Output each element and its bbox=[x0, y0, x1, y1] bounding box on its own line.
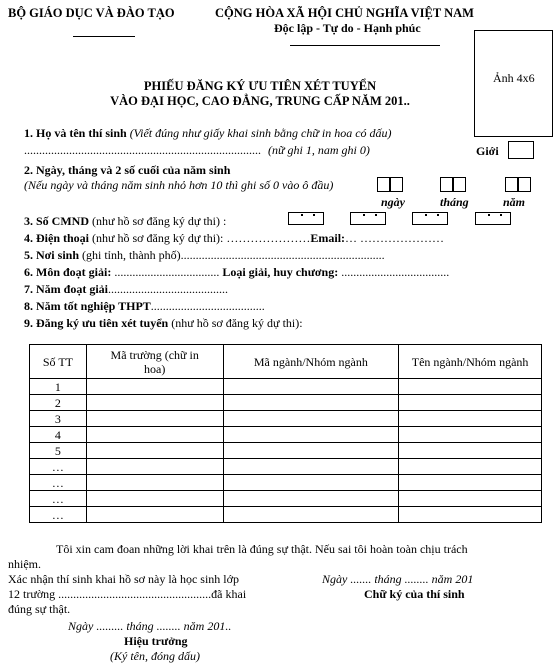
school-code-cell[interactable] bbox=[86, 459, 223, 475]
major-name-cell[interactable] bbox=[399, 411, 542, 427]
table-row bbox=[30, 411, 542, 427]
id-card-group-3[interactable] bbox=[412, 212, 448, 225]
major-name-cell[interactable] bbox=[399, 459, 542, 475]
id-card-group-2[interactable] bbox=[350, 212, 386, 225]
award-type-dots: .................................... bbox=[341, 265, 450, 279]
photo-box[interactable] bbox=[474, 30, 553, 137]
row-index: … bbox=[30, 459, 87, 475]
row-index: 1 bbox=[30, 379, 87, 395]
birth-day-digit-1[interactable] bbox=[377, 177, 390, 192]
id-card-separator-dot bbox=[437, 214, 439, 216]
full-name-input[interactable] bbox=[24, 143, 370, 158]
major-code-cell[interactable] bbox=[223, 379, 399, 395]
table-header-row bbox=[30, 345, 542, 379]
row-index: 4 bbox=[30, 427, 87, 443]
table-row bbox=[30, 379, 542, 395]
birthplace-label: 5. Nơi sinh bbox=[24, 248, 79, 262]
motto: Độc lập - Tự do - Hạnh phúc bbox=[274, 21, 421, 35]
principal-title: Hiệu trưởng bbox=[124, 634, 188, 648]
col-header-major-name: Tên ngành/Nhóm ngành bbox=[399, 345, 542, 379]
principal-date[interactable]: Ngày ......... tháng ........ năm 201.. bbox=[68, 619, 232, 633]
gender-note: (nữ ghi 1, nam ghi 0) bbox=[268, 143, 370, 157]
table-row bbox=[30, 427, 542, 443]
field-id-card bbox=[24, 214, 226, 229]
birth-year-digit-1[interactable] bbox=[505, 177, 518, 192]
major-name-cell[interactable] bbox=[399, 443, 542, 459]
major-name-cell[interactable] bbox=[399, 507, 542, 523]
year-label: năm bbox=[503, 195, 526, 209]
birth-month-digit-2[interactable] bbox=[453, 177, 466, 192]
major-code-cell[interactable] bbox=[223, 459, 399, 475]
ministry-underline bbox=[73, 36, 135, 37]
id-card-group-1[interactable] bbox=[288, 212, 324, 225]
birthplace-dots: ................................................................... bbox=[183, 248, 385, 262]
day-label: ngày bbox=[381, 195, 405, 209]
row-index: … bbox=[30, 507, 87, 523]
school-code-cell[interactable] bbox=[86, 507, 223, 523]
id-card-separator-dot bbox=[488, 214, 490, 216]
priority-label: 9. Đăng ký ưu tiên xét tuyển bbox=[24, 316, 169, 330]
table-row bbox=[30, 443, 542, 459]
award-subject-label: 6. Môn đoạt giải: bbox=[24, 265, 112, 279]
row-index: … bbox=[30, 475, 87, 491]
col-header-school-code: Mã trường (chữ in hoa) bbox=[86, 345, 223, 379]
commitment-line-1: Tôi xin cam đoan những lời khai trên là đúng sự thật. Nếu sai tôi hoàn toàn chịu trách bbox=[56, 542, 468, 556]
school-code-cell[interactable] bbox=[86, 427, 223, 443]
id-card-colon: : bbox=[223, 214, 227, 228]
confirmation-line-3: đúng sự thật. bbox=[8, 602, 71, 616]
major-code-cell[interactable] bbox=[223, 395, 399, 411]
field-award-year[interactable] bbox=[24, 282, 228, 297]
full-name-dots: ............................................................................... bbox=[24, 143, 261, 157]
field-graduation-year[interactable] bbox=[24, 299, 265, 314]
confirmation-line-2[interactable]: 12 trường ...................................................đã khai bbox=[8, 587, 247, 601]
id-card-hint: (như hồ sơ đăng ký dự thi) bbox=[92, 214, 221, 228]
candidate-date[interactable]: Ngày ....... tháng ........ năm 201 bbox=[322, 572, 474, 586]
field-birthplace[interactable] bbox=[24, 248, 385, 263]
field-full-name bbox=[24, 126, 392, 141]
birth-day-digit-2[interactable] bbox=[390, 177, 403, 192]
id-card-separator-dot bbox=[425, 214, 427, 216]
row-index: 5 bbox=[30, 443, 87, 459]
phone-label: 4. Điện thoại bbox=[24, 231, 90, 245]
form-title-line2: VÀO ĐẠI HỌC, CAO ĐẲNG, TRUNG CẤP NĂM 201.. bbox=[110, 94, 410, 108]
school-code-cell[interactable] bbox=[86, 411, 223, 427]
major-name-cell[interactable] bbox=[399, 475, 542, 491]
major-code-cell[interactable] bbox=[223, 507, 399, 523]
id-card-separator-dot bbox=[375, 214, 377, 216]
candidate-signature-label: Chữ ký của thí sinh bbox=[364, 587, 465, 601]
major-code-cell[interactable] bbox=[223, 427, 399, 443]
major-code-cell[interactable] bbox=[223, 411, 399, 427]
principal-note: (Ký tên, đóng dấu) bbox=[110, 649, 200, 663]
award-year-label: 7. Năm đoạt giải bbox=[24, 282, 108, 296]
gender-box[interactable] bbox=[508, 141, 534, 159]
table-row bbox=[30, 459, 542, 475]
major-code-cell[interactable] bbox=[223, 443, 399, 459]
id-card-separator-dot bbox=[313, 214, 315, 216]
id-card-group-4[interactable] bbox=[475, 212, 511, 225]
major-name-cell[interactable] bbox=[399, 427, 542, 443]
ministry-name: BỘ GIÁO DỤC VÀ ĐÀO TẠO bbox=[8, 6, 175, 20]
field-phone[interactable] bbox=[24, 231, 444, 246]
confirmation-line-1: Xác nhận thí sinh khai hồ sơ này là học sinh lớp bbox=[8, 572, 239, 586]
birthdate-label: 2. Ngày, tháng và 2 số cuối của năm sinh bbox=[24, 163, 231, 177]
school-code-cell[interactable] bbox=[86, 475, 223, 491]
field-award-subject[interactable] bbox=[24, 265, 449, 280]
table-row bbox=[30, 491, 542, 507]
award-subject-dots: ................................... bbox=[114, 265, 220, 279]
form-title-line1: PHIẾU ĐĂNG KÝ ƯU TIÊN XÉT TUYỂN bbox=[143, 79, 377, 93]
republic-name: CỘNG HÒA XÃ HỘI CHỦ NGHĨA VIỆT NAM bbox=[215, 6, 474, 20]
table-row bbox=[30, 395, 542, 411]
row-index: 2 bbox=[30, 395, 87, 411]
motto-underline bbox=[290, 45, 440, 46]
id-card-label: 3. Số CMND bbox=[24, 214, 89, 228]
birthplace-hint: (ghi tỉnh, thành phố). bbox=[82, 248, 184, 262]
id-card-separator-dot bbox=[500, 214, 502, 216]
birth-month-digit-1[interactable] bbox=[440, 177, 453, 192]
table-row bbox=[30, 507, 542, 523]
id-card-separator-dot bbox=[301, 214, 303, 216]
major-code-cell[interactable] bbox=[223, 475, 399, 491]
major-code-cell[interactable] bbox=[223, 491, 399, 507]
email-dots: … ………………… bbox=[345, 231, 445, 245]
id-card-separator-dot bbox=[363, 214, 365, 216]
col-header-index: Số TT bbox=[30, 345, 87, 379]
col-header-major-code: Mã ngành/Nhóm ngành bbox=[223, 345, 399, 379]
award-type-label: Loại giải, huy chương: bbox=[222, 265, 339, 279]
school-code-cell[interactable] bbox=[86, 379, 223, 395]
award-year-dots: ........................................ bbox=[108, 282, 228, 296]
full-name-label: 1. Họ và tên thí sinh bbox=[24, 126, 127, 140]
major-name-cell[interactable] bbox=[399, 491, 542, 507]
row-index: 3 bbox=[30, 411, 87, 427]
full-name-hint: (Viết đúng như giấy khai sinh bằng chữ in hoa có dấu) bbox=[129, 126, 392, 140]
row-index: … bbox=[30, 491, 87, 507]
month-label: tháng bbox=[440, 195, 469, 209]
school-code-cell[interactable] bbox=[86, 443, 223, 459]
photo-label: Ảnh 4x6 bbox=[493, 71, 535, 85]
phone-hint: (như hồ sơ đăng ký dự thi): ………………… bbox=[92, 231, 311, 245]
priority-hint: (như hồ sơ đăng ký dự thi): bbox=[171, 316, 303, 330]
email-label: Email: bbox=[310, 231, 346, 245]
school-code-cell[interactable] bbox=[86, 395, 223, 411]
major-name-cell[interactable] bbox=[399, 395, 542, 411]
gender-label: Giới bbox=[476, 144, 499, 158]
graduation-year-dots: ...................................... bbox=[150, 299, 265, 313]
field-priority-registration bbox=[24, 316, 303, 331]
commitment-line-2: nhiệm. bbox=[8, 557, 41, 571]
school-code-cell[interactable] bbox=[86, 491, 223, 507]
priority-table bbox=[29, 344, 542, 523]
table-row bbox=[30, 475, 542, 491]
birth-year-digit-2[interactable] bbox=[518, 177, 531, 192]
birthdate-hint: (Nếu ngày và tháng năm sinh nhỏ hơn 10 thì ghi số 0 vào ô đầu) bbox=[24, 178, 334, 192]
graduation-year-label: 8. Năm tốt nghiệp THPT bbox=[24, 299, 151, 313]
major-name-cell[interactable] bbox=[399, 379, 542, 395]
